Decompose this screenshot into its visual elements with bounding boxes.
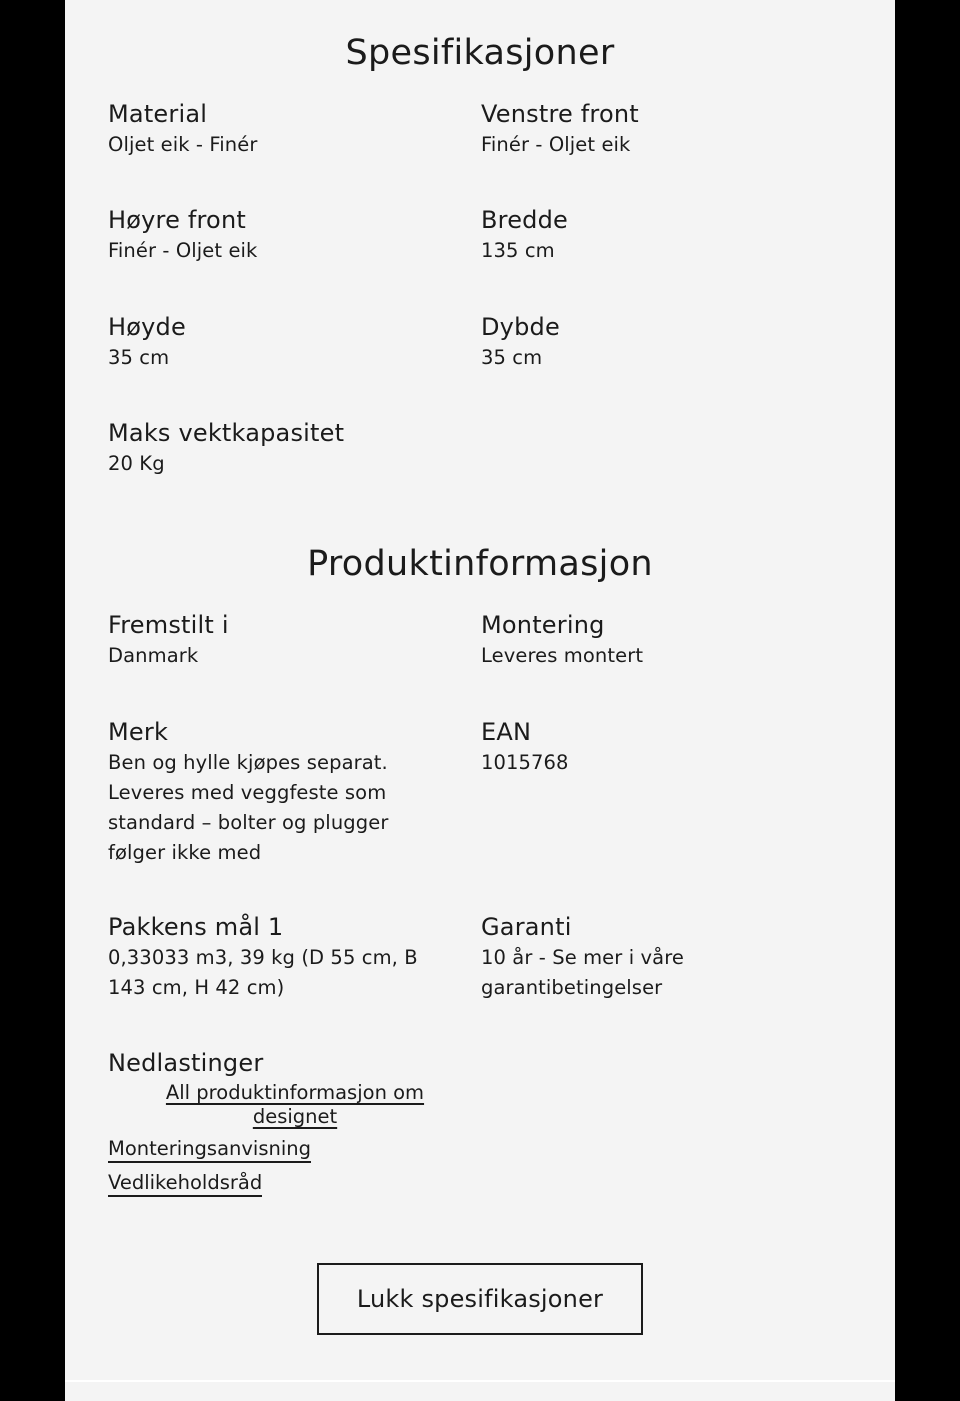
spec-width [481, 204, 831, 266]
info-value: Leveres montert [481, 644, 644, 667]
info-label: Fremstilt i [108, 611, 229, 639]
spec-label: Venstre front [481, 100, 639, 128]
spec-value: 135 cm [481, 239, 555, 262]
specifications-panel [65, 0, 895, 1380]
info-value: Ben og hylle kjøpes separat. Leveres med veggfeste som standard – bolter og plugger følger ikke med [108, 751, 389, 864]
close-specifications-button[interactable]: Lukk spesifikasjoner [317, 1263, 643, 1335]
info-label: Pakkens mål 1 [108, 913, 284, 941]
info-made-in [108, 609, 458, 671]
spec-value: Finér - Oljet eik [108, 239, 258, 262]
spec-height [108, 311, 458, 373]
spec-label: Bredde [481, 206, 569, 234]
info-value: 1015768 [481, 751, 569, 774]
spec-label: Høyre front [108, 206, 246, 234]
spec-label: Høyde [108, 313, 186, 341]
panel-footer-divider [65, 1380, 895, 1401]
downloads-heading [108, 1047, 458, 1079]
spec-label: Dybde [481, 313, 560, 341]
downloads-links [108, 1081, 448, 1197]
info-label: EAN [481, 718, 532, 746]
spec-material [108, 98, 458, 160]
spec-label: Maks vektkapasitet [108, 419, 345, 447]
download-link-text: All produktinformasjon om designet [165, 1081, 425, 1128]
spec-value: Finér - Oljet eik [481, 133, 631, 156]
spec-value: 35 cm [108, 346, 170, 369]
product-info-title: Produktinformasjon [307, 544, 653, 584]
spec-max-weight [108, 417, 458, 479]
info-package-size [108, 911, 433, 1003]
info-label: Garanti [481, 913, 572, 941]
info-ean [481, 716, 831, 778]
info-value: 0,33033 m3, 39 kg (D 55 cm, B 143 cm, H 42 cm) [108, 946, 418, 999]
info-label: Merk [108, 718, 169, 746]
spec-value: 20 Kg [108, 452, 165, 475]
info-label: Montering [481, 611, 605, 639]
info-value: 10 år - Se mer i våre garantibetingelser [481, 946, 684, 999]
info-warranty [481, 911, 701, 1003]
info-value: Danmark [108, 644, 199, 667]
download-link-all-product-info[interactable] [150, 1081, 440, 1129]
specs-title: Spesifikasjoner [345, 33, 615, 73]
info-note [108, 716, 428, 868]
info-assembly [481, 609, 831, 671]
spec-label: Material [108, 100, 208, 128]
downloads-label: Nedlastinger [108, 1049, 264, 1077]
spec-value: 35 cm [481, 346, 543, 369]
download-link-assembly-instructions[interactable]: Monteringsanvisning [108, 1137, 311, 1163]
spec-left-front [481, 98, 831, 160]
spec-right-front [108, 204, 458, 266]
spec-value: Oljet eik - Finér [108, 133, 258, 156]
spec-depth [481, 311, 831, 373]
download-link-maintenance-advice[interactable]: Vedlikeholdsråd [108, 1171, 262, 1197]
